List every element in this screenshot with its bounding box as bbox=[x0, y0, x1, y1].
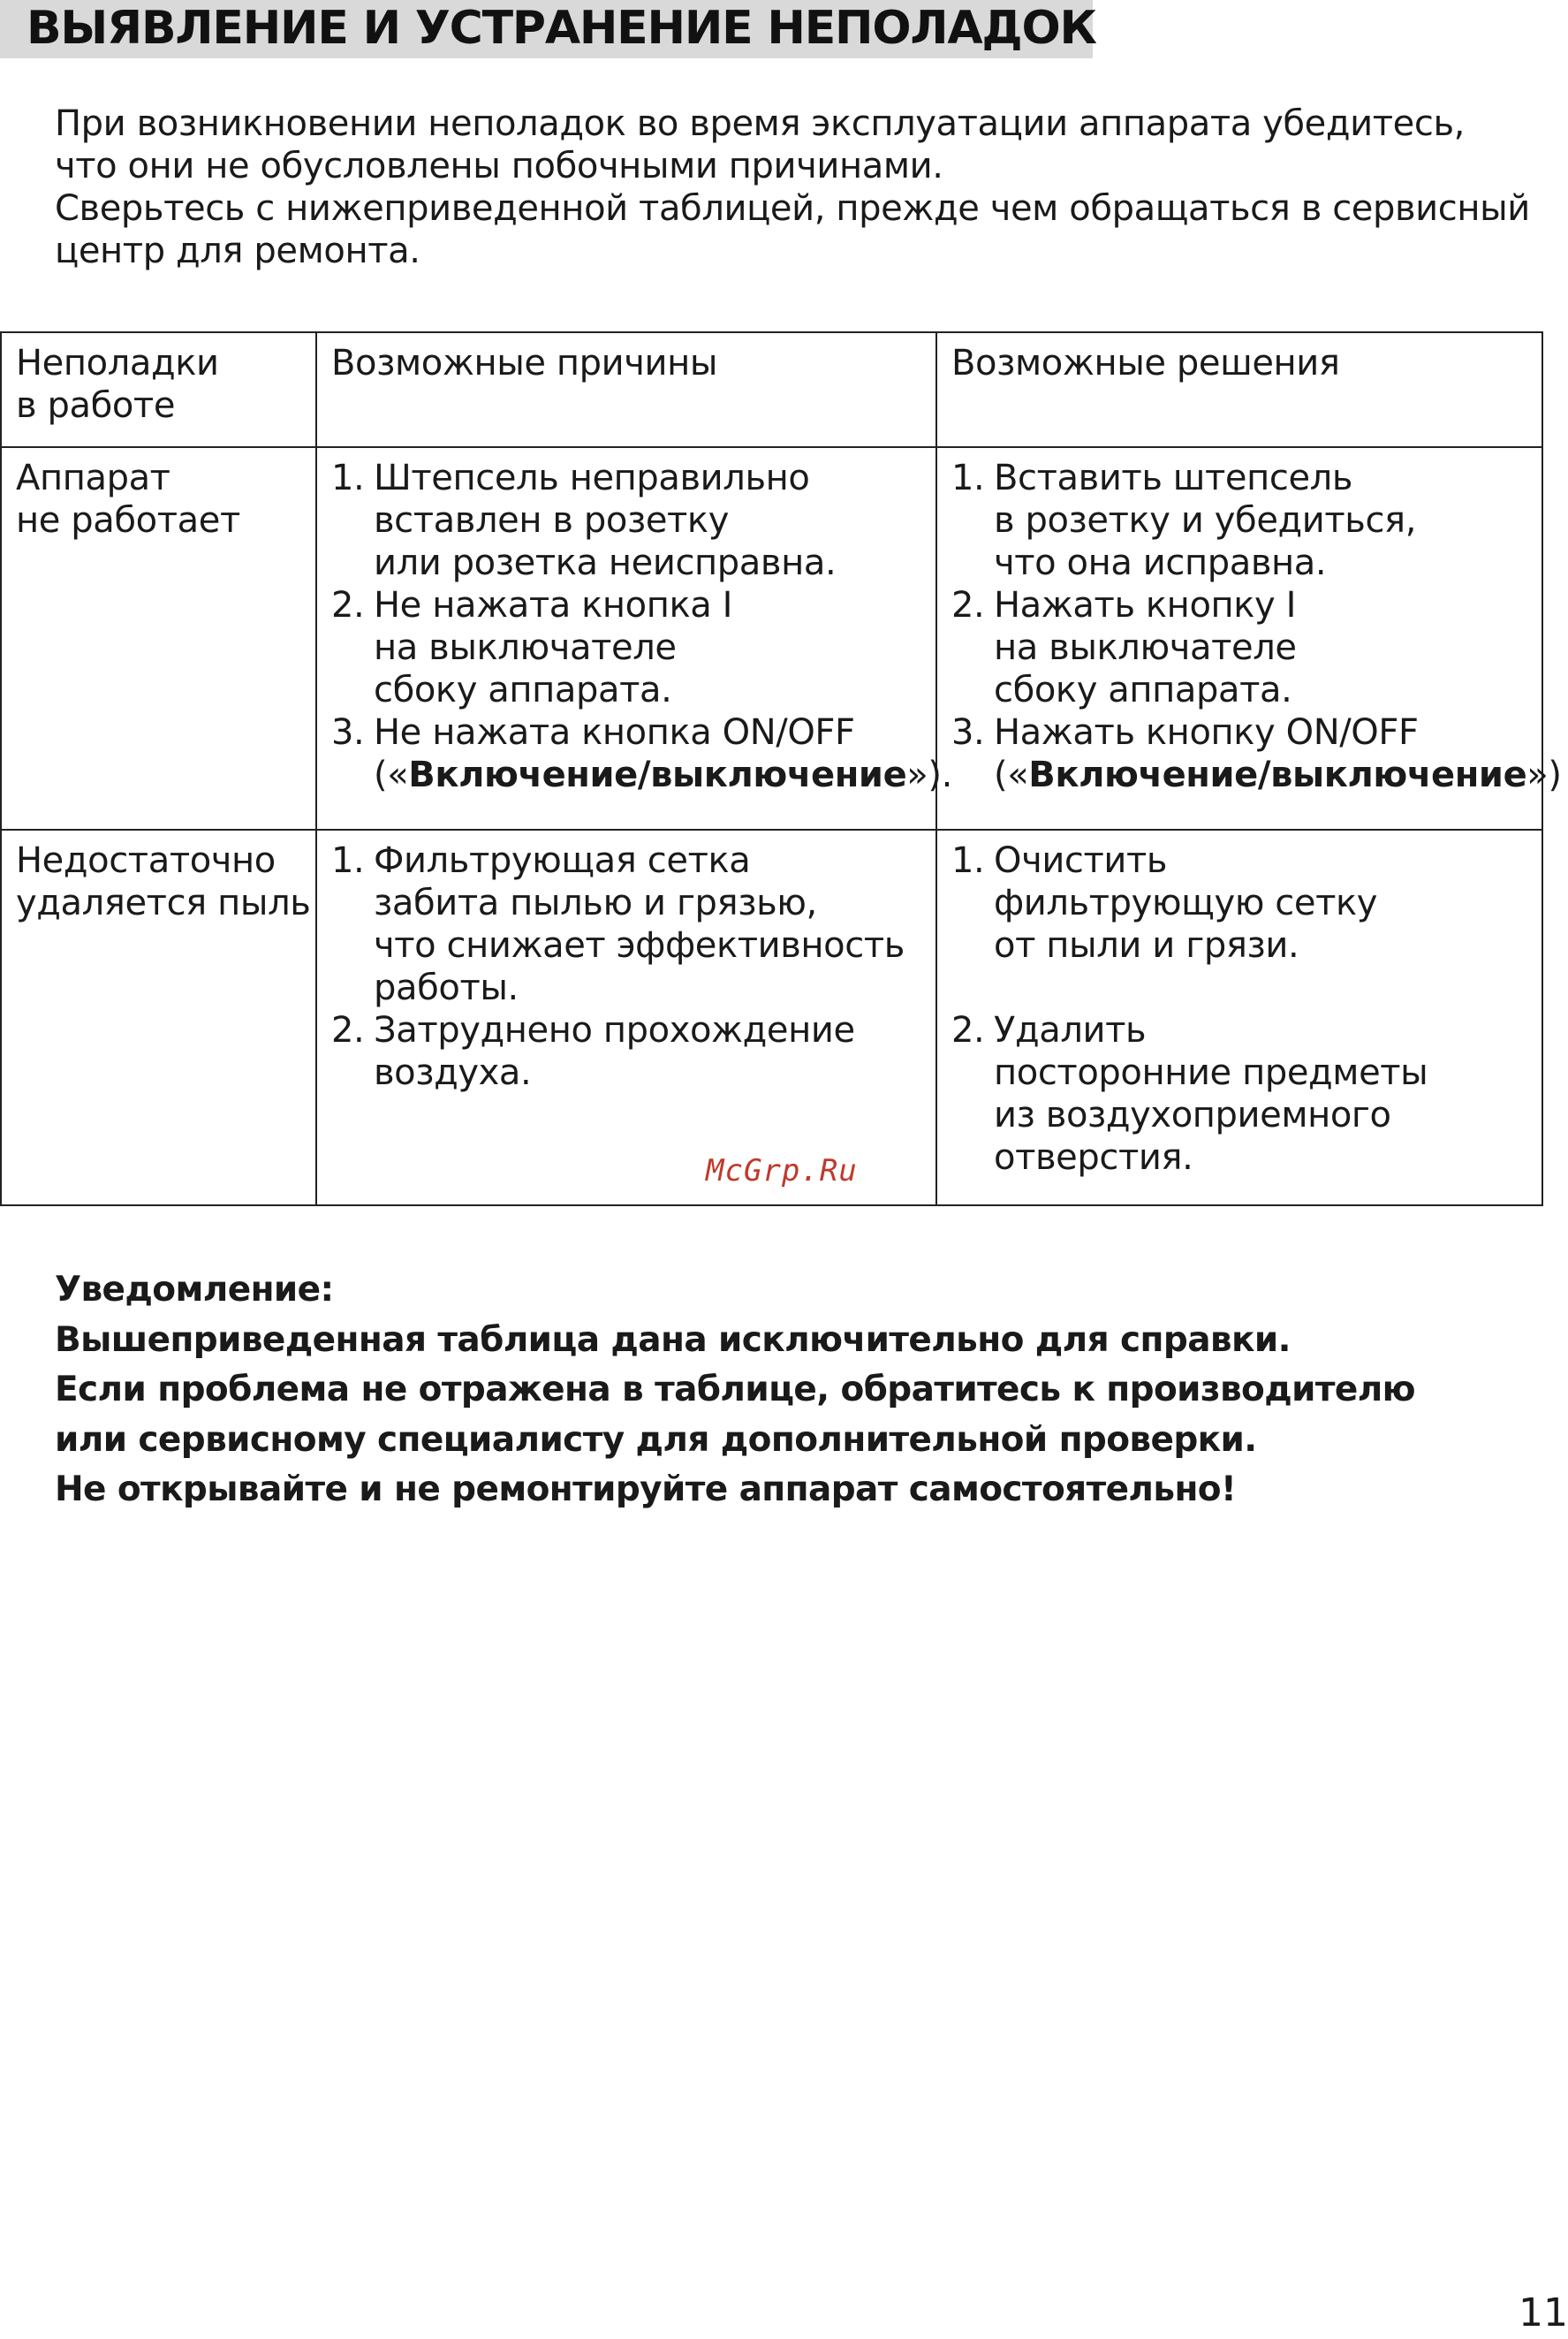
list-line: забита пылью и грязью, bbox=[374, 883, 817, 923]
header-causes bbox=[316, 332, 936, 447]
notice-line: или сервисному специалисту для дополнительной проверки. bbox=[55, 1419, 1257, 1460]
list-line: вставлен в розетку bbox=[374, 500, 729, 541]
list-line-mixed bbox=[994, 754, 1562, 796]
quote-open: (« bbox=[994, 755, 1029, 795]
troubleshooting-table bbox=[0, 331, 1562, 1206]
list-number: 1. bbox=[331, 458, 365, 498]
bold-term: Включение/выключение bbox=[1028, 755, 1527, 795]
notice-block bbox=[55, 1265, 1539, 1515]
list-line: что снижает эффективность bbox=[374, 925, 905, 966]
quote-close: ») bbox=[1526, 755, 1562, 795]
problem-line: Недостаточно bbox=[16, 840, 276, 881]
list-item bbox=[951, 457, 1533, 584]
list-item bbox=[951, 1009, 1533, 1179]
solutions-cell bbox=[936, 830, 1542, 1205]
list-line: Вставить штепсель bbox=[994, 458, 1353, 498]
quote-open: (« bbox=[374, 755, 409, 795]
causes-cell bbox=[316, 447, 952, 830]
causes-list bbox=[331, 457, 952, 796]
table-row bbox=[1, 830, 1542, 1205]
intro-line: При возникновении неполадок во время эксплуатации аппарата убедитесь, bbox=[55, 103, 1465, 144]
list-item bbox=[331, 839, 927, 1009]
list-item bbox=[951, 839, 1533, 967]
header-solutions bbox=[936, 332, 1542, 447]
problem-line: Аппарат bbox=[16, 458, 170, 498]
header-problem-line: в работе bbox=[16, 385, 176, 426]
list-number: 3. bbox=[951, 712, 985, 753]
list-number: 3. bbox=[331, 712, 365, 753]
list-line: в розетку и убедиться, bbox=[994, 500, 1417, 541]
solutions-list bbox=[951, 839, 1533, 1179]
list-line: воздуха. bbox=[374, 1052, 532, 1093]
list-line: Удалить bbox=[994, 1010, 1147, 1051]
list-number: 2. bbox=[331, 585, 365, 626]
list-line: Фильтрующая сетка bbox=[374, 840, 751, 881]
list-item bbox=[951, 584, 1533, 711]
page-title: ВЫЯВЛЕНИЕ И УСТРАНЕНИЕ НЕПОЛАДОК bbox=[27, 2, 1096, 55]
header-problem bbox=[1, 332, 316, 447]
quote-close: »). bbox=[906, 755, 952, 795]
list-line: на выключателе bbox=[994, 627, 1297, 668]
causes-list bbox=[331, 839, 927, 1094]
watermark-text: McGrp.Ru bbox=[706, 1153, 858, 1188]
list-item bbox=[331, 584, 927, 711]
notice-line: Если проблема не отражена в таблице, обратитесь к производителю bbox=[55, 1370, 1415, 1409]
list-number: 1. bbox=[951, 458, 985, 498]
list-line: отверстия. bbox=[994, 1137, 1193, 1178]
list-line: работы. bbox=[374, 968, 519, 1008]
page-number: 11 bbox=[1519, 2290, 1568, 2335]
list-line: или розетка неисправна. bbox=[374, 543, 837, 583]
header-causes-label: Возможные причины bbox=[331, 343, 718, 384]
list-line: сбоку аппарата. bbox=[374, 670, 672, 710]
table-row bbox=[1, 447, 1542, 830]
list-line: посторонние предметы bbox=[994, 1052, 1428, 1093]
bold-term: Включение/выключение bbox=[408, 755, 907, 795]
solutions-list bbox=[951, 457, 1562, 796]
causes-cell bbox=[316, 830, 936, 1205]
list-line: Нажать кнопку I bbox=[994, 585, 1297, 626]
problem-cell bbox=[1, 447, 316, 830]
notice-line: Не открывайте и не ремонтируйте аппарат самостоятельно! bbox=[55, 1469, 1237, 1509]
list-line: фильтрующую сетку bbox=[994, 883, 1378, 923]
problem-cell bbox=[1, 830, 316, 1205]
list-number: 2. bbox=[951, 585, 985, 626]
notice-heading: Уведомление: bbox=[55, 1270, 334, 1310]
list-line: на выключателе bbox=[374, 627, 677, 668]
list-line: Затруднено прохождение bbox=[374, 1010, 855, 1051]
list-line: сбоку аппарата. bbox=[994, 670, 1292, 710]
list-line: из воздухоприемного bbox=[994, 1095, 1391, 1135]
list-line: что она исправна. bbox=[994, 543, 1327, 583]
intro-line: что они не обусловлены побочными причинами. bbox=[55, 146, 943, 186]
list-number: 2. bbox=[331, 1010, 365, 1051]
table-header-row bbox=[1, 332, 1542, 447]
list-number: 1. bbox=[331, 840, 365, 881]
solutions-cell bbox=[936, 447, 1562, 830]
list-line: от пыли и грязи. bbox=[994, 925, 1299, 966]
header-solutions-label: Возможные решения bbox=[951, 343, 1340, 384]
list-line: Очистить bbox=[994, 840, 1168, 881]
list-number: 1. bbox=[951, 840, 985, 881]
list-line: Штепсель неправильно bbox=[374, 458, 810, 498]
intro-line: Сверьтесь с нижеприведенной таблицей, прежде чем обращаться в сервисный bbox=[55, 188, 1530, 229]
list-line: Нажать кнопку ON/OFF bbox=[994, 712, 1419, 753]
list-line: Не нажата кнопка ON/OFF bbox=[374, 712, 855, 753]
intro-line: центр для ремонта. bbox=[55, 231, 420, 271]
header-problem-line: Неполадки bbox=[16, 343, 219, 384]
list-number: 2. bbox=[951, 1010, 985, 1051]
list-line-mixed bbox=[374, 754, 952, 796]
list-item bbox=[951, 711, 1562, 796]
intro-paragraph bbox=[55, 103, 1539, 272]
list-item bbox=[331, 711, 952, 796]
list-line: Не нажата кнопка I bbox=[374, 585, 733, 626]
problem-line: не работает bbox=[16, 500, 240, 541]
notice-line: Вышеприведенная таблица дана исключительно для справки. bbox=[55, 1319, 1291, 1360]
problem-line: удаляется пыль bbox=[16, 883, 311, 923]
list-item bbox=[331, 1009, 927, 1094]
list-item bbox=[331, 457, 927, 584]
